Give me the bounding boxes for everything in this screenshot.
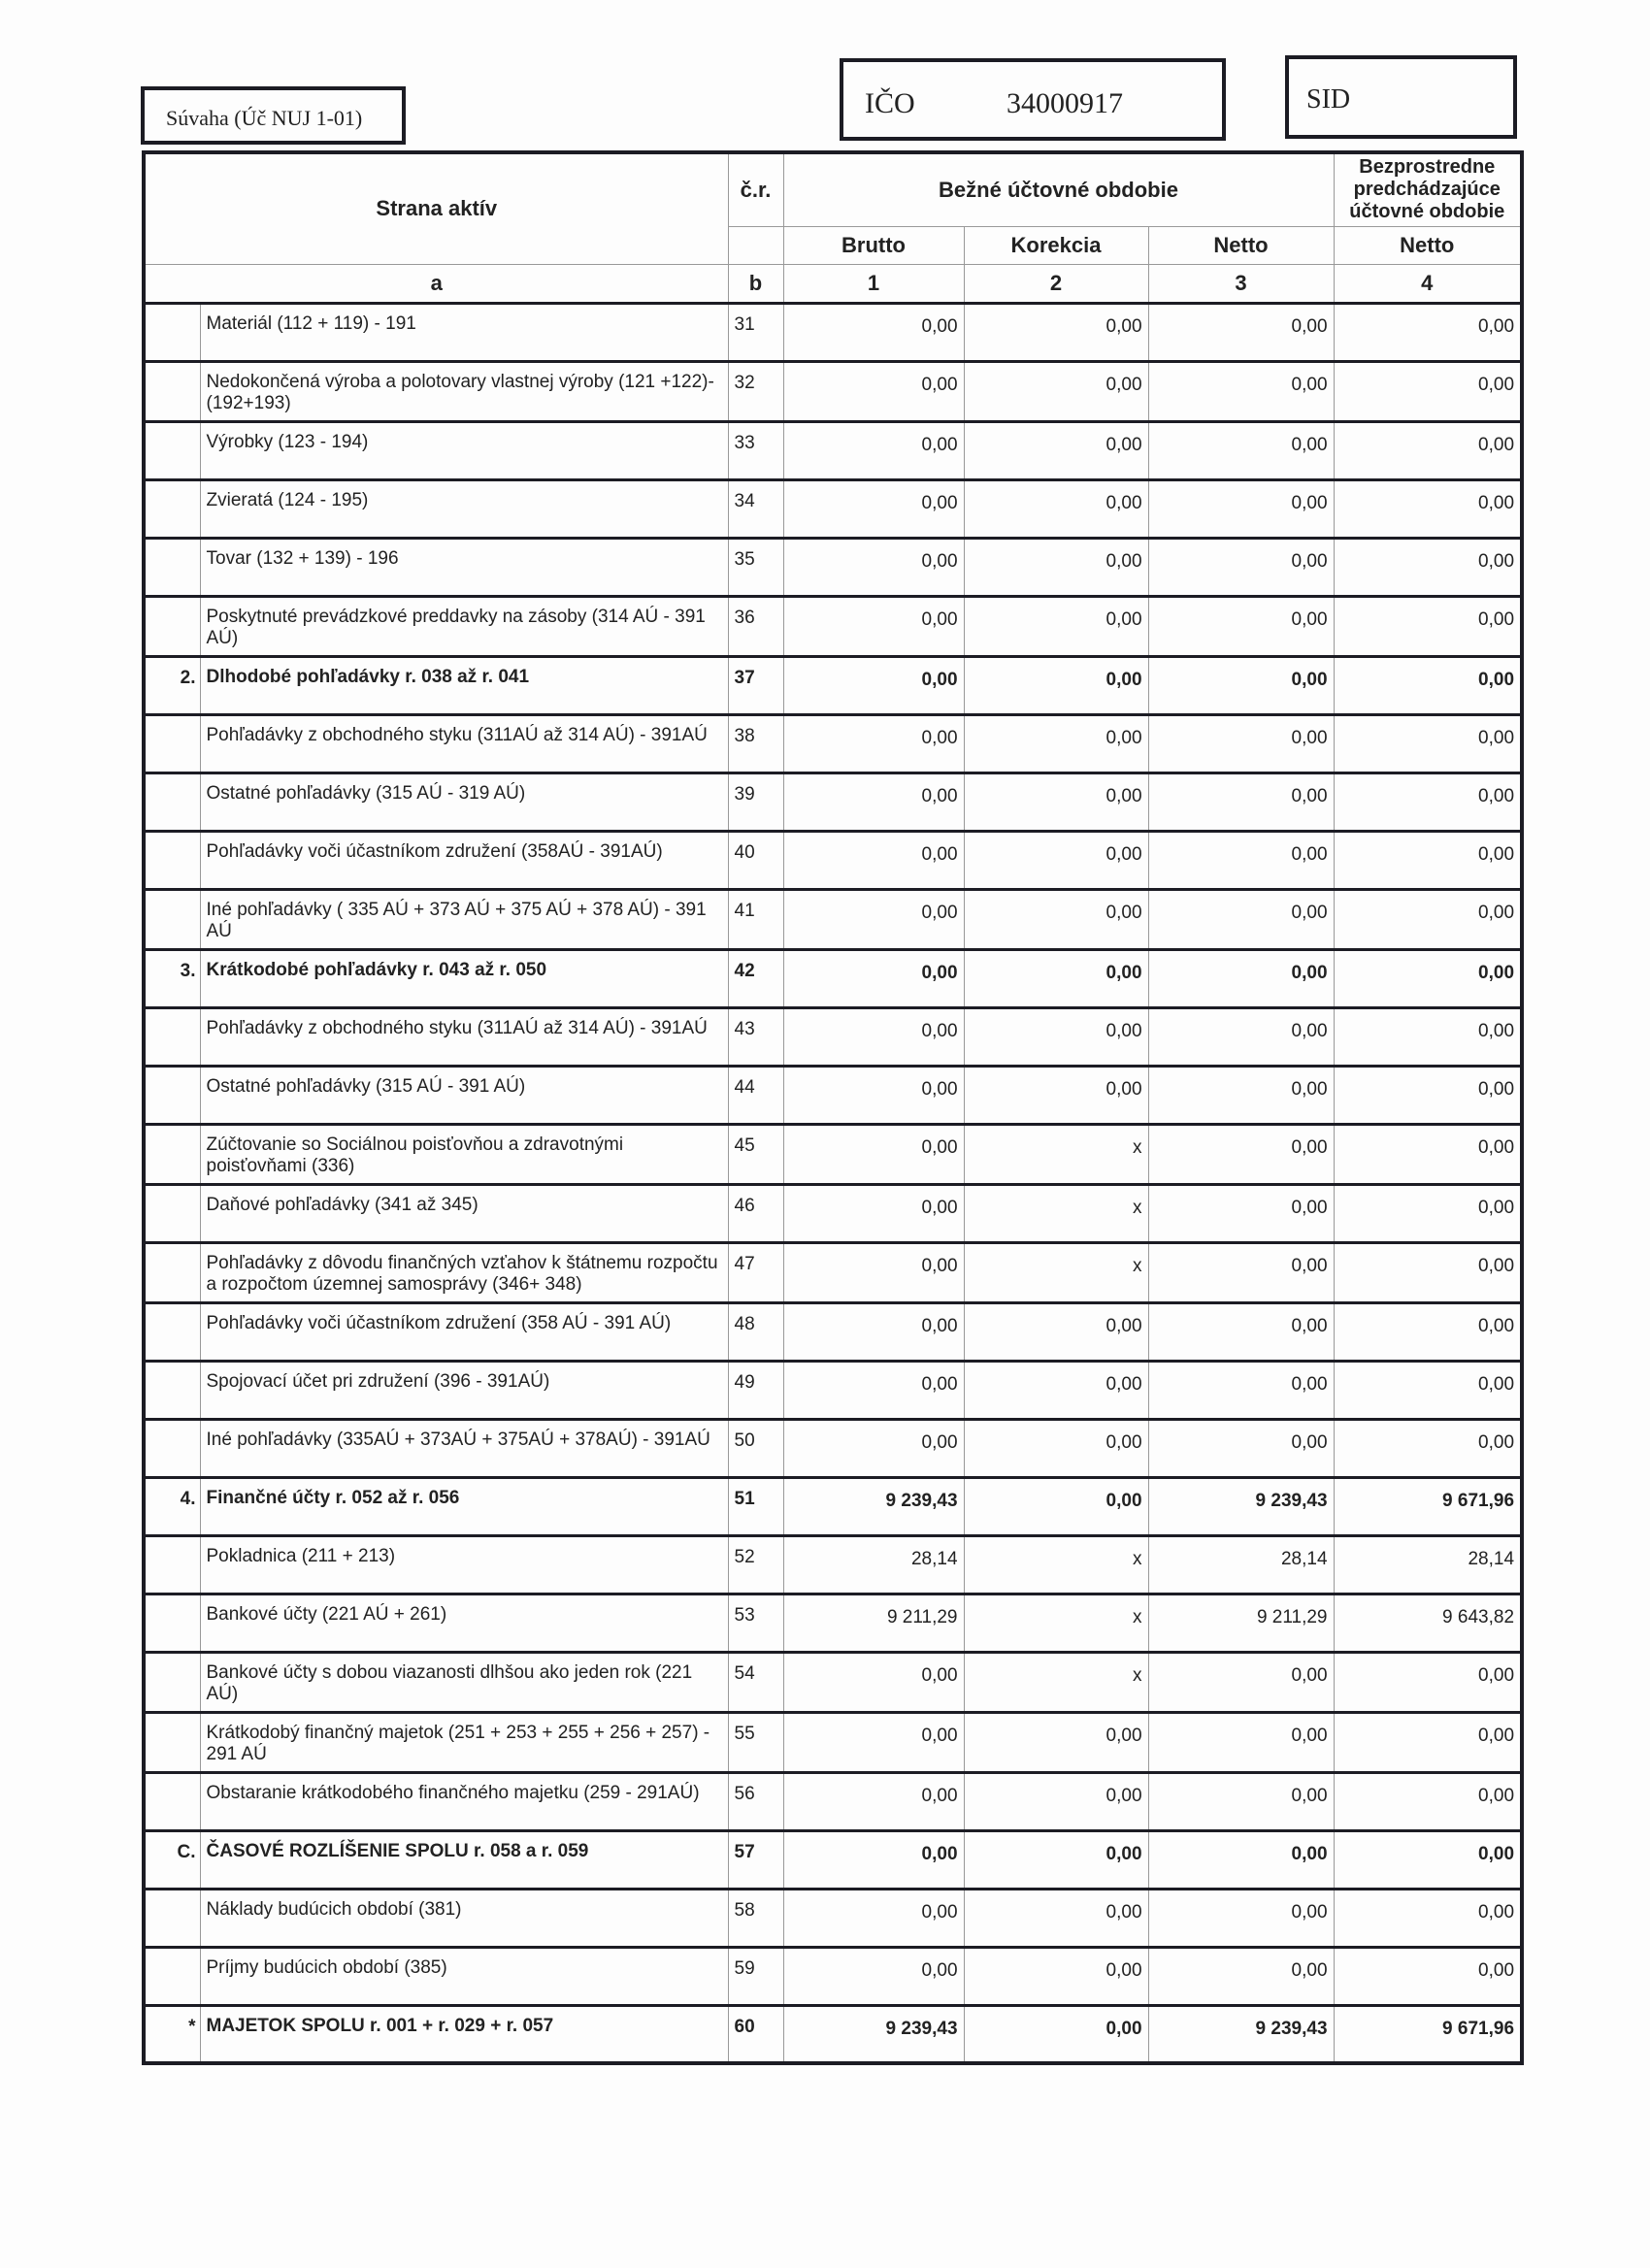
cell-korekcia: 0,00: [964, 479, 1148, 538]
row-label: Nedokončená výroba a polotovary vlastnej výroby (121 +122)-(192+193): [200, 361, 728, 421]
cell-brutto: 9 239,43: [783, 1477, 964, 1535]
row-label: Výrobky (123 - 194): [200, 421, 728, 479]
cell-netto: 9 211,29: [1148, 1594, 1334, 1652]
header-korekcia: Korekcia: [964, 226, 1148, 264]
cell-netto-prev: 0,00: [1334, 303, 1522, 361]
table-row: [144, 1889, 1522, 1947]
header-netto-prev: Netto: [1334, 226, 1522, 264]
cell-netto-prev: 28,14: [1334, 1535, 1522, 1594]
row-label: Iné pohľadávky ( 335 AÚ + 373 AÚ + 375 AÚ + 378 AÚ) - 391 AÚ: [200, 889, 728, 949]
header-predchadzajuce-obdobie: Bezprostredne predchádzajúce účtovné obdobie: [1334, 152, 1522, 226]
cell-korekcia: 0,00: [964, 1007, 1148, 1066]
cell-korekcia: x: [964, 1535, 1148, 1594]
row-prefix: [144, 596, 200, 656]
cell-brutto: 0,00: [783, 479, 964, 538]
cell-korekcia: 0,00: [964, 949, 1148, 1007]
cell-netto: 0,00: [1148, 772, 1334, 831]
cell-netto-prev: 0,00: [1334, 1302, 1522, 1361]
table-row: [144, 1772, 1522, 1830]
row-prefix: [144, 831, 200, 889]
row-number: 59: [728, 1947, 783, 2005]
row-label: Poskytnuté prevádzkové preddavky na zásoby (314 AÚ - 391 AÚ): [200, 596, 728, 656]
cell-korekcia: 0,00: [964, 831, 1148, 889]
row-number: 37: [728, 656, 783, 714]
cell-netto: 0,00: [1148, 1652, 1334, 1712]
row-number: 49: [728, 1361, 783, 1419]
row-label: Pokladnica (211 + 213): [200, 1535, 728, 1594]
cell-brutto: 9 239,43: [783, 2005, 964, 2063]
cell-netto: 9 239,43: [1148, 1477, 1334, 1535]
cell-netto: 0,00: [1148, 1889, 1334, 1947]
cell-netto: 0,00: [1148, 1242, 1334, 1302]
cell-netto: 9 239,43: [1148, 2005, 1334, 2063]
row-prefix: [144, 1419, 200, 1477]
row-prefix: [144, 714, 200, 772]
row-label: Príjmy budúcich období (385): [200, 1947, 728, 2005]
row-number: 48: [728, 1302, 783, 1361]
row-prefix: [144, 1302, 200, 1361]
cell-brutto: 0,00: [783, 1712, 964, 1772]
cell-brutto: 0,00: [783, 1830, 964, 1889]
cell-brutto: 0,00: [783, 361, 964, 421]
row-prefix: [144, 1947, 200, 2005]
cell-korekcia: 0,00: [964, 1772, 1148, 1830]
row-prefix: 4.: [144, 1477, 200, 1535]
cell-brutto: 0,00: [783, 1772, 964, 1830]
row-number: 32: [728, 361, 783, 421]
cell-netto: 0,00: [1148, 538, 1334, 596]
row-prefix: [144, 1066, 200, 1124]
cell-netto-prev: 0,00: [1334, 1066, 1522, 1124]
cell-korekcia: 0,00: [964, 1066, 1148, 1124]
cell-brutto: 0,00: [783, 1184, 964, 1242]
cell-netto: 0,00: [1148, 1066, 1334, 1124]
cell-netto: 28,14: [1148, 1535, 1334, 1594]
cell-netto-prev: 9 671,96: [1334, 2005, 1522, 2063]
cell-netto: 0,00: [1148, 1947, 1334, 2005]
table-row: [144, 1947, 1522, 2005]
table-row: [144, 361, 1522, 421]
row-prefix: 2.: [144, 656, 200, 714]
cell-netto: 0,00: [1148, 479, 1334, 538]
header-col-b: b: [728, 264, 783, 303]
row-label: MAJETOK SPOLU r. 001 + r. 029 + r. 057: [200, 2005, 728, 2063]
table-row: [144, 1066, 1522, 1124]
cell-netto-prev: 0,00: [1334, 714, 1522, 772]
cell-brutto: 0,00: [783, 1419, 964, 1477]
row-label: Dlhodobé pohľadávky r. 038 až r. 041: [200, 656, 728, 714]
form-title: Súvaha (Úč NUJ 1-01): [166, 106, 363, 130]
cell-netto: 0,00: [1148, 1124, 1334, 1184]
cell-korekcia: 0,00: [964, 303, 1148, 361]
row-number: 47: [728, 1242, 783, 1302]
cell-korekcia: 0,00: [964, 1477, 1148, 1535]
cell-korekcia: x: [964, 1652, 1148, 1712]
cell-brutto: 0,00: [783, 1652, 964, 1712]
cell-netto-prev: 0,00: [1334, 1830, 1522, 1889]
row-number: 58: [728, 1889, 783, 1947]
cell-korekcia: 0,00: [964, 889, 1148, 949]
header-col-2: 2: [964, 264, 1148, 303]
cell-netto: 0,00: [1148, 421, 1334, 479]
header-strana-aktiv: Strana aktív: [376, 196, 498, 221]
row-number: 54: [728, 1652, 783, 1712]
header-col-4: 4: [1334, 264, 1522, 303]
header-cr: č.r.: [728, 152, 783, 226]
cell-korekcia: x: [964, 1184, 1148, 1242]
table-row: [144, 2005, 1522, 2063]
cell-brutto: 0,00: [783, 303, 964, 361]
header-brutto: Brutto: [783, 226, 964, 264]
row-label: Krátkodobý finančný majetok (251 + 253 + 255 + 256 + 257) - 291 AÚ: [200, 1712, 728, 1772]
row-number: 35: [728, 538, 783, 596]
row-prefix: [144, 1242, 200, 1302]
cell-brutto: 0,00: [783, 1302, 964, 1361]
table-row: [144, 1007, 1522, 1066]
cell-brutto: 0,00: [783, 656, 964, 714]
row-prefix: [144, 1007, 200, 1066]
row-prefix: [144, 1712, 200, 1772]
table-row: [144, 1184, 1522, 1242]
cell-netto-prev: 0,00: [1334, 831, 1522, 889]
row-number: 38: [728, 714, 783, 772]
table-row: [144, 889, 1522, 949]
row-label: Pohľadávky voči účastníkom združení (358 AÚ - 391 AÚ): [200, 1302, 728, 1361]
table-row: [144, 479, 1522, 538]
cell-netto: 0,00: [1148, 1830, 1334, 1889]
cell-brutto: 0,00: [783, 831, 964, 889]
cell-brutto: 28,14: [783, 1535, 964, 1594]
table-row: [144, 1361, 1522, 1419]
cell-brutto: 9 211,29: [783, 1594, 964, 1652]
row-number: 34: [728, 479, 783, 538]
row-label: Zvieratá (124 - 195): [200, 479, 728, 538]
row-number: 52: [728, 1535, 783, 1594]
sid-box: [1285, 55, 1517, 139]
cell-netto: 0,00: [1148, 831, 1334, 889]
cell-korekcia: 0,00: [964, 1889, 1148, 1947]
table-row: [144, 1652, 1522, 1712]
cell-korekcia: 0,00: [964, 538, 1148, 596]
cell-netto-prev: 0,00: [1334, 1889, 1522, 1947]
header-netto: Netto: [1148, 226, 1334, 264]
cell-netto: 0,00: [1148, 1772, 1334, 1830]
cell-korekcia: 0,00: [964, 1947, 1148, 2005]
row-label: Daňové pohľadávky (341 až 345): [200, 1184, 728, 1242]
row-prefix: [144, 772, 200, 831]
row-label: Bankové účty (221 AÚ + 261): [200, 1594, 728, 1652]
cell-netto: 0,00: [1148, 1302, 1334, 1361]
table-row: [144, 831, 1522, 889]
header-bezne-obdobie: Bežné účtovné obdobie: [783, 152, 1334, 226]
cell-netto-prev: 9 671,96: [1334, 1477, 1522, 1535]
cell-netto-prev: 0,00: [1334, 1184, 1522, 1242]
cell-netto: 0,00: [1148, 596, 1334, 656]
cell-netto: 0,00: [1148, 361, 1334, 421]
row-label: Materiál (112 + 119) - 191: [200, 303, 728, 361]
cell-brutto: 0,00: [783, 1947, 964, 2005]
table-row: [144, 1302, 1522, 1361]
row-prefix: [144, 889, 200, 949]
cell-netto: 0,00: [1148, 1361, 1334, 1419]
cell-netto: 0,00: [1148, 303, 1334, 361]
row-label: Bankové účty s dobou viazanosti dlhšou ako jeden rok (221 AÚ): [200, 1652, 728, 1712]
table-row: [144, 1712, 1522, 1772]
row-label: Pohľadávky voči účastníkom združení (358AÚ - 391AÚ): [200, 831, 728, 889]
table-row: [144, 949, 1522, 1007]
row-label: Iné pohľadávky (335AÚ + 373AÚ + 375AÚ + 378AÚ) - 391AÚ: [200, 1419, 728, 1477]
row-prefix: C.: [144, 1830, 200, 1889]
cell-netto-prev: 0,00: [1334, 772, 1522, 831]
cell-netto-prev: 0,00: [1334, 949, 1522, 1007]
table-row: [144, 303, 1522, 361]
cell-netto-prev: 0,00: [1334, 1419, 1522, 1477]
cell-korekcia: 0,00: [964, 596, 1148, 656]
row-number: 45: [728, 1124, 783, 1184]
row-number: 57: [728, 1830, 783, 1889]
cell-korekcia: 0,00: [964, 1302, 1148, 1361]
cell-brutto: 0,00: [783, 889, 964, 949]
row-prefix: [144, 538, 200, 596]
table-row: [144, 656, 1522, 714]
table-row: [144, 772, 1522, 831]
row-number: 46: [728, 1184, 783, 1242]
cell-korekcia: 0,00: [964, 714, 1148, 772]
cell-korekcia: 0,00: [964, 1830, 1148, 1889]
row-prefix: [144, 1652, 200, 1712]
row-label: Pohľadávky z obchodného styku (311AÚ až 314 AÚ) - 391AÚ: [200, 714, 728, 772]
cell-netto: 0,00: [1148, 949, 1334, 1007]
row-number: 40: [728, 831, 783, 889]
cell-netto: 0,00: [1148, 889, 1334, 949]
cell-brutto: 0,00: [783, 772, 964, 831]
cell-brutto: 0,00: [783, 949, 964, 1007]
cell-brutto: 0,00: [783, 1361, 964, 1419]
cell-korekcia: 0,00: [964, 2005, 1148, 2063]
table-row: [144, 714, 1522, 772]
cell-netto-prev: 0,00: [1334, 479, 1522, 538]
row-prefix: [144, 1889, 200, 1947]
row-number: 33: [728, 421, 783, 479]
row-label: Spojovací účet pri združení (396 - 391AÚ): [200, 1361, 728, 1419]
row-number: 44: [728, 1066, 783, 1124]
row-label: Zúčtovanie so Sociálnou poisťovňou a zdravotnými poisťovňami (336): [200, 1124, 728, 1184]
header-col-a: a: [144, 264, 728, 303]
table-row: [144, 1477, 1522, 1535]
cell-netto: 0,00: [1148, 656, 1334, 714]
cell-netto: 0,00: [1148, 1184, 1334, 1242]
row-prefix: [144, 1772, 200, 1830]
row-prefix: 3.: [144, 949, 200, 1007]
cell-brutto: 0,00: [783, 1889, 964, 1947]
row-number: 50: [728, 1419, 783, 1477]
cell-korekcia: x: [964, 1242, 1148, 1302]
cell-netto-prev: 0,00: [1334, 656, 1522, 714]
cell-korekcia: 0,00: [964, 656, 1148, 714]
cell-netto-prev: 0,00: [1334, 1007, 1522, 1066]
row-label: Pohľadávky z obchodného styku (311AÚ až 314 AÚ) - 391AÚ: [200, 1007, 728, 1066]
table-row: [144, 1830, 1522, 1889]
row-number: 42: [728, 949, 783, 1007]
cell-netto-prev: 0,00: [1334, 1947, 1522, 2005]
cell-brutto: 0,00: [783, 538, 964, 596]
cell-korekcia: 0,00: [964, 1419, 1148, 1477]
assets-table: [142, 150, 1524, 2065]
cell-netto: 0,00: [1148, 1712, 1334, 1772]
table-row: [144, 1242, 1522, 1302]
cell-netto-prev: 0,00: [1334, 889, 1522, 949]
cell-korekcia: 0,00: [964, 1361, 1148, 1419]
row-number: 51: [728, 1477, 783, 1535]
cell-brutto: 0,00: [783, 1066, 964, 1124]
row-label: Tovar (132 + 139) - 196: [200, 538, 728, 596]
cell-brutto: 0,00: [783, 596, 964, 656]
row-prefix: [144, 1184, 200, 1242]
row-number: 43: [728, 1007, 783, 1066]
row-prefix: [144, 421, 200, 479]
cell-korekcia: 0,00: [964, 421, 1148, 479]
ico-box: [840, 58, 1226, 141]
table-row: [144, 1419, 1522, 1477]
cell-netto-prev: 0,00: [1334, 421, 1522, 479]
cell-netto-prev: 0,00: [1334, 1242, 1522, 1302]
row-number: 60: [728, 2005, 783, 2063]
cell-netto-prev: 0,00: [1334, 1361, 1522, 1419]
row-number: 56: [728, 1772, 783, 1830]
form-title-box: [141, 86, 406, 145]
table-row: [144, 1594, 1522, 1652]
row-label: ČASOVÉ ROZLÍŠENIE SPOLU r. 058 a r. 059: [200, 1830, 728, 1889]
cell-netto: 0,00: [1148, 714, 1334, 772]
row-prefix: [144, 1361, 200, 1419]
row-prefix: [144, 303, 200, 361]
cell-netto-prev: 0,00: [1334, 361, 1522, 421]
cell-brutto: 0,00: [783, 714, 964, 772]
cell-netto-prev: 0,00: [1334, 1652, 1522, 1712]
row-number: 31: [728, 303, 783, 361]
table-row: [144, 421, 1522, 479]
cell-netto-prev: 0,00: [1334, 1124, 1522, 1184]
row-number: 39: [728, 772, 783, 831]
cell-korekcia: x: [964, 1124, 1148, 1184]
cell-netto-prev: 9 643,82: [1334, 1594, 1522, 1652]
cell-netto-prev: 0,00: [1334, 596, 1522, 656]
row-prefix: [144, 1594, 200, 1652]
header-col-1: 1: [783, 264, 964, 303]
row-number: 36: [728, 596, 783, 656]
cell-korekcia: x: [964, 1594, 1148, 1652]
cell-netto-prev: 0,00: [1334, 1772, 1522, 1830]
row-number: 53: [728, 1594, 783, 1652]
cell-brutto: 0,00: [783, 1124, 964, 1184]
cell-brutto: 0,00: [783, 1007, 964, 1066]
row-prefix: [144, 361, 200, 421]
row-prefix: [144, 479, 200, 538]
row-prefix: [144, 1124, 200, 1184]
cell-netto: 0,00: [1148, 1419, 1334, 1477]
row-label: Finančné účty r. 052 až r. 056: [200, 1477, 728, 1535]
ico-label: IČO: [865, 87, 915, 119]
table-row: [144, 596, 1522, 656]
header-col-3: 3: [1148, 264, 1334, 303]
cell-netto-prev: 0,00: [1334, 1712, 1522, 1772]
row-label: Obstaranie krátkodobého finančného majetku (259 - 291AÚ): [200, 1772, 728, 1830]
table-row: [144, 538, 1522, 596]
cell-netto: 0,00: [1148, 1007, 1334, 1066]
ico-value: 34000917: [1006, 87, 1123, 119]
cell-netto-prev: 0,00: [1334, 538, 1522, 596]
row-prefix: *: [144, 2005, 200, 2063]
row-prefix: [144, 1535, 200, 1594]
cell-brutto: 0,00: [783, 1242, 964, 1302]
cell-korekcia: 0,00: [964, 1712, 1148, 1772]
row-label: Pohľadávky z dôvodu finančných vzťahov k štátnemu rozpočtu a rozpočtom územnej samosprávy (346+ 348): [200, 1242, 728, 1302]
cell-korekcia: 0,00: [964, 772, 1148, 831]
row-number: 55: [728, 1712, 783, 1772]
table-row: [144, 1124, 1522, 1184]
row-number: 41: [728, 889, 783, 949]
row-label: Krátkodobé pohľadávky r. 043 až r. 050: [200, 949, 728, 1007]
cell-korekcia: 0,00: [964, 361, 1148, 421]
row-label: Náklady budúcich období (381): [200, 1889, 728, 1947]
sid-label: SID: [1306, 84, 1351, 115]
table-row: [144, 1535, 1522, 1594]
row-label: Ostatné pohľadávky (315 AÚ - 391 AÚ): [200, 1066, 728, 1124]
row-label: Ostatné pohľadávky (315 AÚ - 319 AÚ): [200, 772, 728, 831]
cell-brutto: 0,00: [783, 421, 964, 479]
